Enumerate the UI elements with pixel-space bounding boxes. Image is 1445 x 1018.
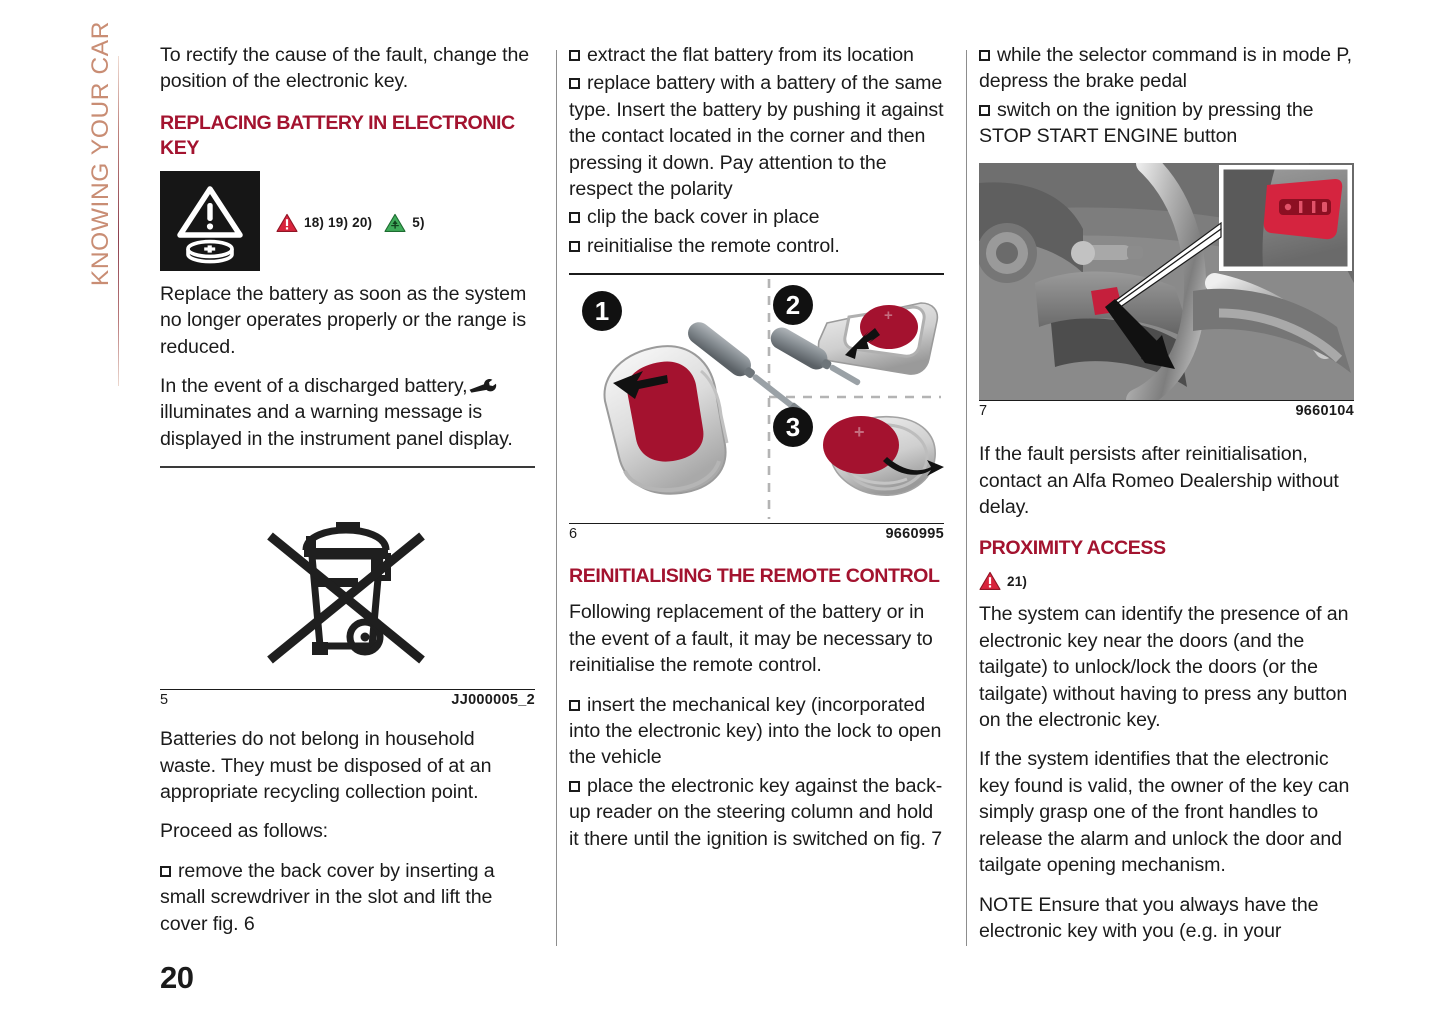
battery-warning-row <box>160 171 535 271</box>
figure6-caption <box>569 524 944 542</box>
figure-5 <box>160 474 535 709</box>
paragraph-following-replacement: Following replacement of the battery or in the event of a fault, it may be necessary to reinitialise the remote control. <box>569 601 933 677</box>
bullet-marker-icon <box>160 866 171 877</box>
bullet-clip-cover <box>569 204 944 230</box>
bullet-remove-cover-text: remove the back cover by inserting a small screwdriver in the slot and lift the cover fig. 6 <box>160 859 495 935</box>
section-tab <box>78 21 124 390</box>
bullet-switch-ignition <box>979 97 1354 150</box>
column-2 <box>569 42 944 952</box>
figure-7 <box>979 163 1354 420</box>
paragraph-discharged-part2: illuminates and a warning message is displayed in the instrument panel display. <box>160 401 513 450</box>
battery-warning-icon <box>160 171 260 271</box>
svg-text:+: + <box>854 421 865 442</box>
svg-text:2: 2 <box>785 289 801 320</box>
paragraph-discharged-battery <box>160 373 535 452</box>
column-divider-1 <box>556 50 557 946</box>
paragraph-replace-battery: Replace the battery as soon as the system no longer operates properly or the range is reduced. <box>160 282 527 358</box>
danger-triangle-icon <box>979 571 1001 591</box>
figure7-caption <box>979 401 1354 419</box>
heading-proximity-access: PROXIMITY ACCESS <box>979 537 1166 560</box>
section-tab-rule <box>118 56 119 386</box>
figure5-illustration <box>160 474 535 689</box>
bullet-replace-battery <box>569 70 944 202</box>
svg-text:+: + <box>884 306 893 324</box>
bullet-selector-command-text: while the selector command is in mode P, depress the brake pedal <box>979 44 1353 93</box>
figure6-number: 6 <box>569 526 578 543</box>
figure5-number: 5 <box>160 692 169 709</box>
figure5-caption <box>160 690 535 708</box>
proximity-warning-references <box>979 571 1354 591</box>
figure7-number: 7 <box>979 403 988 420</box>
bullet-reinitialise-text: reinitialise the remote control. <box>587 234 840 257</box>
danger-reference-numbers: 18) 19) 20) <box>304 215 373 231</box>
figure-6 <box>569 273 944 542</box>
paragraph-system-identify: The system can identify the presence of an electronic key near the doors (and the tailgate) to unlock/lock the doors (or the tailgate) without having to press any button on the electronic key. <box>979 603 1349 732</box>
heading-reinitialising: REINITIALISING THE REMOTE CONTROL <box>569 565 940 588</box>
figure7-illustration <box>979 163 1354 400</box>
bullet-extract-battery <box>569 42 944 68</box>
bullet-replace-battery-text: replace battery with a battery of the same type. Insert the battery by pushing it against the contact located in the corner and then pressing it down. Pay attention to the respect the polarity <box>569 72 944 201</box>
bullet-marker-icon <box>569 50 580 61</box>
bullet-marker-icon <box>569 78 580 89</box>
bullet-reinitialise <box>569 233 944 259</box>
bullet-marker-icon <box>569 781 580 792</box>
column-divider-2 <box>966 50 967 946</box>
bullet-extract-battery-text: extract the flat battery from its location <box>587 44 914 66</box>
figure5-top-rule <box>160 466 535 467</box>
svg-text:3: 3 <box>785 411 801 442</box>
column-3 <box>979 42 1354 952</box>
bullet-insert-mechanical-key-text: insert the mechanical key (incorporated into the electronic key) into the lock to open the vehicle <box>569 693 942 769</box>
column-1 <box>160 42 535 952</box>
bullet-place-electronic-key <box>569 773 944 852</box>
environment-triangle-icon <box>384 213 406 233</box>
danger-triangle-icon <box>276 213 298 233</box>
page-number: 20 <box>160 960 194 995</box>
bullet-marker-icon <box>569 700 580 711</box>
proximity-danger-reference-numbers: 21) <box>1007 573 1028 589</box>
bullet-marker-icon <box>979 105 990 116</box>
figure6-illustration <box>569 275 944 523</box>
figure5-code: JJ000005_2 <box>451 692 535 709</box>
bullet-place-electronic-key-text: place the electronic key against the back-up reader on the steering column and hold it there until the ignition is switched on fig. 7 <box>569 774 943 850</box>
paragraph-fault-persists: If the fault persists after reinitialisation, contact an Alfa Romeo Dealership without delay. <box>979 443 1339 519</box>
paragraph-disposal: Batteries do not belong in household waste. They must be disposed of at an appropriate recycling collection point. <box>160 728 492 803</box>
bullet-insert-mechanical-key <box>569 692 944 771</box>
svg-text:1: 1 <box>594 295 610 326</box>
bullet-clip-cover-text: clip the back cover in place <box>587 206 820 229</box>
bullet-selector-command <box>979 42 1354 95</box>
bullet-marker-icon <box>979 50 990 61</box>
bullet-remove-cover <box>160 858 535 937</box>
bullet-switch-ignition-text: switch on the ignition by pressing the STOP START ENGINE button <box>979 98 1314 148</box>
paragraph-discharged-part1: In the event of a discharged battery, <box>160 375 468 398</box>
paragraph-valid-key: If the system identifies that the electronic key found is valid, the owner of the key can simply grasp one of the front handles to release the alarm and unlock the door and tailgate opening mechanism. <box>979 748 1350 877</box>
heading-replacing-battery: REPLACING BATTERY IN ELECTRONIC KEY <box>160 111 515 159</box>
bullet-marker-icon <box>569 241 580 252</box>
intro-paragraph: To rectify the cause of the fault, change the position of the electronic key. <box>160 44 530 93</box>
wrench-icon <box>468 375 498 391</box>
content-columns <box>160 42 1370 952</box>
paragraph-note: NOTE Ensure that you always have the electronic key with you (e.g. in your <box>979 893 1319 942</box>
section-tab-label: KNOWING YOUR CAR <box>87 21 114 287</box>
warning-references <box>276 213 425 233</box>
environment-reference-numbers: 5) <box>412 215 425 231</box>
figure7-code: 9660104 <box>1295 403 1354 420</box>
bullet-marker-icon <box>569 212 580 223</box>
paragraph-proceed: Proceed as follows: <box>160 820 328 843</box>
figure6-code: 9660995 <box>885 526 944 543</box>
